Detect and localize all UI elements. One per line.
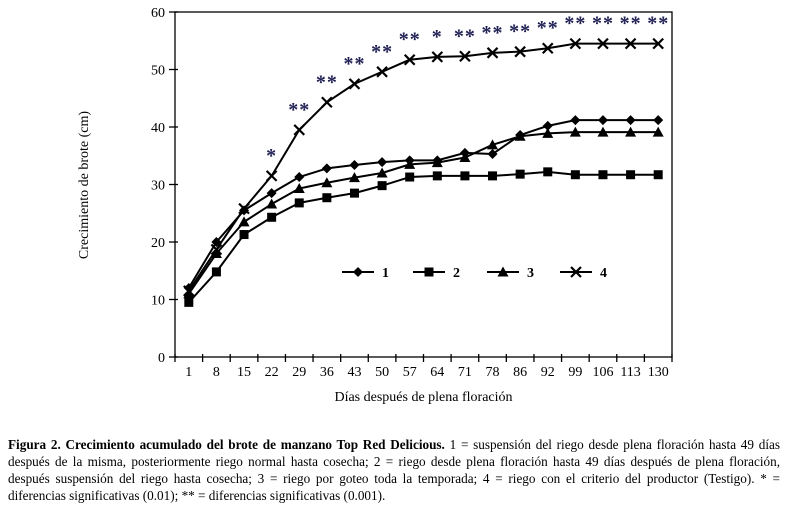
figure-caption-title: Figura 2. Crecimiento acumulado del brote de manzano Top Red Delicious. xyxy=(8,437,445,452)
significance-marker: ** xyxy=(315,71,338,94)
x-axis-tick-label: 29 xyxy=(292,365,307,380)
series-2-marker xyxy=(516,170,525,179)
x-axis-tick-label: 50 xyxy=(375,365,390,380)
series-1-marker xyxy=(377,157,387,167)
y-axis-title: Crecimiento de brote (cm) xyxy=(77,110,92,260)
series-2-marker xyxy=(598,170,607,179)
series-2-marker xyxy=(433,171,442,180)
series-2-marker xyxy=(571,170,580,179)
series-1-marker xyxy=(653,115,663,125)
x-axis-tick-label: 106 xyxy=(592,365,614,380)
legend-item-3-label: 3 xyxy=(527,266,534,281)
x-axis-tick-label: 36 xyxy=(319,365,334,380)
x-axis-tick-label: 130 xyxy=(647,365,669,380)
series-2-marker xyxy=(543,167,552,176)
legend-item-2-marker xyxy=(425,268,434,277)
series-2-marker xyxy=(322,193,331,202)
x-axis-tick-label: 64 xyxy=(430,365,445,380)
significance-marker: ** xyxy=(288,98,311,121)
x-axis-tick-label: 92 xyxy=(540,365,555,380)
y-axis-tick-label: 50 xyxy=(151,63,165,79)
significance-marker: * xyxy=(266,144,278,167)
significance-marker: ** xyxy=(564,12,587,35)
y-axis-tick-label: 30 xyxy=(151,178,165,194)
legend-item-1-marker xyxy=(353,267,363,277)
significance-marker: ** xyxy=(453,25,476,48)
y-axis-tick-label: 20 xyxy=(151,236,165,251)
x-axis-tick-label: 71 xyxy=(457,365,472,380)
x-axis-tick-label: 1 xyxy=(185,365,193,380)
series-2-marker xyxy=(654,170,663,179)
series-1-marker xyxy=(294,172,304,182)
series-2-marker xyxy=(212,267,221,276)
significance-marker: ** xyxy=(509,20,532,43)
x-axis-tick-label: 22 xyxy=(264,365,279,380)
series-1-marker xyxy=(570,115,580,125)
series-1-marker xyxy=(322,163,332,173)
series-3-marker xyxy=(239,216,250,226)
significance-marker: ** xyxy=(591,12,614,35)
series-3-marker xyxy=(266,199,277,209)
x-axis-title: Días después de plena floración xyxy=(334,390,513,405)
y-axis-tick-label: 0 xyxy=(158,351,165,366)
series-1-marker xyxy=(349,160,359,170)
series-2-marker xyxy=(405,173,414,182)
series-1-line xyxy=(189,120,658,288)
series-2-marker xyxy=(295,198,304,207)
x-axis-tick-label: 15 xyxy=(237,365,252,380)
significance-marker: ** xyxy=(343,52,366,75)
legend-item-1-label: 1 xyxy=(382,266,389,281)
series-2-marker xyxy=(378,181,387,190)
x-axis-tick-label: 43 xyxy=(347,365,362,380)
x-axis-tick-label: 99 xyxy=(568,365,583,380)
figure-caption xyxy=(8,436,780,504)
x-axis-tick-label: 57 xyxy=(402,365,417,380)
plot-area-border xyxy=(175,12,672,357)
x-axis-tick-label: 78 xyxy=(485,365,500,380)
series-2-marker xyxy=(240,230,249,239)
significance-marker: ** xyxy=(481,21,504,44)
significance-marker: ** xyxy=(398,28,421,51)
series-1-marker xyxy=(626,115,636,125)
significance-marker: ** xyxy=(371,40,394,63)
series-2-marker xyxy=(350,189,359,198)
series-1-marker xyxy=(267,188,277,198)
series-3-line xyxy=(189,132,658,294)
y-axis-tick-label: 40 xyxy=(151,121,165,136)
series-2-marker xyxy=(184,298,193,307)
significance-marker: ** xyxy=(619,12,642,35)
series-4-line xyxy=(189,44,658,291)
y-axis-tick-label: 60 xyxy=(151,6,165,21)
x-axis-tick-label: 8 xyxy=(212,365,220,380)
series-1-marker xyxy=(598,115,608,125)
figure-caption-body: 1 = suspensión del riego desde plena floración hasta 49 días después de la misma, posteriormente riego normal hasta cosecha; 2 = riego desde plena floración hasta 49 días después de plena floración, después suspensión del riego hasta cosecha; 3 = riego por goteo toda la temporada; 4 = riego con el criterio del productor (Testigo). * = diferencias significativas (0.01); ** = diferencias significativas (0.001). xyxy=(8,437,780,503)
series-2-marker xyxy=(460,171,469,180)
legend-item-2-label: 2 xyxy=(453,266,460,281)
significance-marker: ** xyxy=(536,17,559,40)
significance-marker: * xyxy=(431,25,443,48)
x-axis-tick-label: 113 xyxy=(620,365,641,380)
series-2-marker xyxy=(267,213,276,222)
significance-marker: ** xyxy=(647,12,670,35)
y-axis-tick-label: 10 xyxy=(151,293,165,309)
series-2-marker xyxy=(488,171,497,180)
legend-item-4-label: 4 xyxy=(600,266,607,281)
x-axis-tick-label: 86 xyxy=(513,365,528,380)
series-2-marker xyxy=(626,170,635,179)
